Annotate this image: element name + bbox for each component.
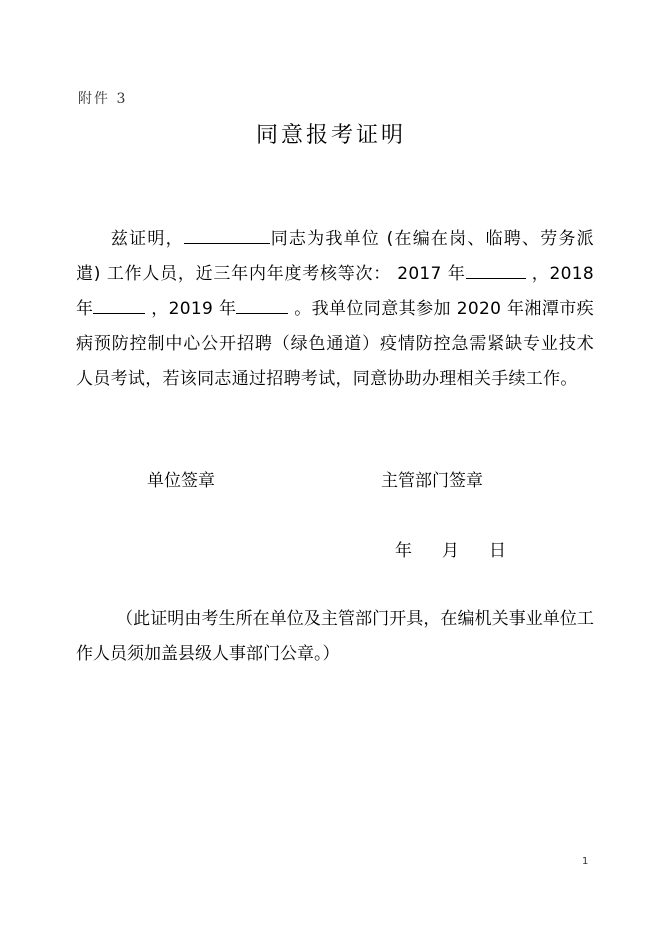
footnote: [76, 602, 594, 672]
body-text-2: 同志为我单位 (在编在岗、临聘、劳务派遣) 工作人员，近三年内年度考核等次： 2017 年: [76, 229, 594, 284]
body-text-4: ，2019 年: [151, 299, 237, 319]
rating-2017-blank[interactable]: [466, 260, 526, 279]
name-blank[interactable]: [184, 225, 270, 244]
date-day: 日: [489, 541, 506, 561]
annex-label: 附件 3: [78, 91, 128, 107]
date-year: 年: [395, 541, 412, 561]
page-number: 1: [582, 856, 589, 867]
rating-2018-blank[interactable]: [93, 295, 145, 314]
date-line: [395, 536, 506, 561]
body-text-3: ，2018 年: [76, 264, 594, 319]
body-text-5: 。我单位同意其参加 2020 年湘潭市疾病预防控制中心公开招聘（绿色通道）疫情防控急需紧缺专业技术人员考试，若该同志通过招聘考试，同意协助办理相关手续工作。: [76, 299, 594, 389]
rating-2019-blank[interactable]: [236, 295, 288, 314]
body-text-1: 兹证明，: [110, 229, 184, 249]
unit-seal-label: 单位签章: [147, 471, 215, 491]
date-month: 月: [442, 541, 459, 561]
dept-seal-label: 主管部门签章: [381, 471, 483, 491]
footnote-text: （此证明由考生所在单位及主管部门开具，在编机关事业单位工作人员须加盖县级人事部门公章。）: [76, 609, 594, 664]
certificate-body: [76, 222, 594, 397]
document-title: 同意报考证明: [255, 123, 406, 148]
